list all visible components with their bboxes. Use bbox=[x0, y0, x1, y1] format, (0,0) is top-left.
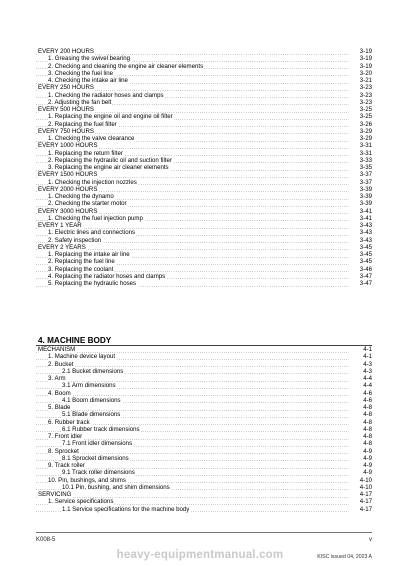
toc-entry[interactable] bbox=[36, 368, 372, 375]
toc-entry-page: 4-4 bbox=[349, 382, 372, 389]
toc-entry-page: 3-29 bbox=[349, 135, 372, 142]
toc-entry-title: 1. Replacing the return filter bbox=[48, 149, 123, 157]
toc-entry[interactable] bbox=[36, 477, 372, 484]
toc-entry[interactable] bbox=[36, 92, 372, 99]
toc-entry-page: 3-25 bbox=[349, 113, 372, 120]
toc-entry-page: 3-41 bbox=[349, 215, 372, 222]
toc-entry[interactable] bbox=[36, 208, 372, 215]
toc-entry-page: 4-10 bbox=[349, 484, 372, 491]
toc-entry-title: 5.1 Blade dimensions bbox=[62, 411, 121, 419]
toc-entry-page: 3-19 bbox=[349, 48, 372, 55]
toc-entry[interactable] bbox=[36, 346, 372, 353]
toc-entry-page: 3-23 bbox=[349, 92, 372, 99]
toc-entry-page: 3-43 bbox=[349, 229, 372, 236]
toc-entry-title: 3.1 Arm dimensions bbox=[62, 382, 116, 390]
toc-entry-page: 3-39 bbox=[349, 186, 372, 193]
toc-entry-title: 1. Replacing the engine oil and engine oil filter bbox=[48, 113, 173, 121]
toc-entry-title: 1. Checking the injection nozzles bbox=[48, 178, 137, 186]
toc-entry[interactable] bbox=[36, 404, 372, 411]
toc-entry[interactable] bbox=[36, 186, 372, 193]
toc-entry-title: 2. Replacing the fuel line bbox=[48, 258, 115, 266]
toc-entry-page: 3-31 bbox=[349, 150, 372, 157]
toc-entry[interactable] bbox=[36, 106, 372, 113]
toc-entry-title: 1.1 Service specifications for the machine body bbox=[62, 505, 190, 513]
toc-entry-title: 1. Checking the fuel injection pump bbox=[48, 214, 143, 222]
toc-entry-page: 3-39 bbox=[349, 193, 372, 200]
toc-entry-title: 4. Boom bbox=[48, 389, 71, 397]
toc-entry[interactable] bbox=[36, 375, 372, 382]
toc-entry-page: 4-6 bbox=[349, 397, 372, 404]
toc-entry-page: 3-39 bbox=[349, 200, 372, 207]
section-heading bbox=[36, 336, 372, 346]
toc-entry[interactable] bbox=[36, 121, 372, 128]
toc-entry-title: 9. Track roller bbox=[48, 462, 85, 469]
toc-entry-title: 3. Replacing the engine air cleaner elements bbox=[48, 164, 169, 171]
toc-entry[interactable] bbox=[36, 361, 372, 368]
toc-entry-page: 3-31 bbox=[349, 142, 372, 149]
toc-entry[interactable] bbox=[36, 113, 372, 120]
toc-entry[interactable] bbox=[36, 469, 372, 476]
toc-machine-body bbox=[36, 346, 372, 513]
toc-entry[interactable] bbox=[36, 48, 372, 55]
toc-maintenance-intervals bbox=[36, 48, 372, 287]
toc-entry-page: 3-33 bbox=[349, 157, 372, 164]
toc-entry-title: EVERY 1500 HOURS bbox=[38, 171, 98, 179]
toc-entry[interactable] bbox=[36, 244, 372, 251]
toc-entry-title: 4. Replacing the radiator hoses and clamps bbox=[48, 272, 166, 280]
toc-entry-title: 3. Replacing the coolant bbox=[48, 265, 114, 273]
toc-entry[interactable] bbox=[36, 70, 372, 77]
toc-entry[interactable] bbox=[36, 77, 372, 84]
toc-entry-page: 3-23 bbox=[349, 84, 372, 91]
toc-entry-title: 3. Checking the fuel line bbox=[48, 69, 114, 77]
toc-entry-page: 3-46 bbox=[349, 266, 372, 273]
toc-entry-title: EVERY 750 HOURS bbox=[38, 127, 94, 135]
toc-entry-title: 2. Bucket bbox=[48, 360, 74, 368]
toc-entry-title: 8.1 Sprocket dimensions bbox=[62, 454, 129, 462]
toc-entry[interactable] bbox=[36, 462, 372, 469]
toc-entry-title: 4.1 Boom dimensions bbox=[62, 396, 121, 404]
toc-entry-title: 1. Checking the valve clearance bbox=[48, 135, 135, 142]
toc-entry-title: 2. Checking and cleaning the engine air cleaner elements bbox=[48, 62, 204, 70]
toc-entry-title: 5. Replacing the hydraulic hoses bbox=[48, 280, 137, 287]
toc-entry-page: 3-19 bbox=[349, 55, 372, 62]
toc-entry[interactable] bbox=[36, 193, 372, 200]
toc-entry-page: 3-45 bbox=[349, 258, 372, 265]
toc-entry[interactable] bbox=[36, 440, 372, 447]
toc-entry[interactable] bbox=[36, 251, 372, 258]
toc-entry-page: 4-1 bbox=[349, 353, 372, 360]
toc-entry-title: 1. Replacing the intake air line bbox=[48, 251, 130, 258]
toc-entry-page: 4-17 bbox=[349, 498, 372, 505]
toc-entry[interactable] bbox=[36, 222, 372, 229]
toc-entry-page: 4-9 bbox=[349, 469, 372, 476]
toc-entry-page: 4-3 bbox=[349, 368, 372, 375]
toc-entry[interactable] bbox=[36, 433, 372, 440]
toc-entry-title: 1. Electric lines and connections bbox=[48, 229, 136, 237]
toc-entry-page: 3-43 bbox=[349, 222, 372, 229]
toc-entry[interactable] bbox=[36, 229, 372, 236]
toc-entry-title: 1. Greasing the swivel bearing bbox=[48, 55, 130, 63]
toc-entry[interactable] bbox=[36, 419, 372, 426]
toc-entry-title: MECHANISM bbox=[38, 346, 76, 353]
toc-entry[interactable] bbox=[36, 280, 372, 287]
toc-entry-title: 6. Rubber track bbox=[48, 418, 90, 426]
toc-entry-page: 3-37 bbox=[349, 171, 372, 178]
toc-entry[interactable] bbox=[36, 237, 372, 244]
toc-entry-title: SERVICING bbox=[38, 491, 72, 498]
toc-entry[interactable] bbox=[36, 200, 372, 207]
toc-entry-page: 4-9 bbox=[349, 448, 372, 455]
watermark: heavy-equipmentmanual.com bbox=[116, 549, 284, 561]
toc-entry-page: 3-37 bbox=[349, 179, 372, 186]
toc-entry[interactable] bbox=[36, 353, 372, 360]
toc-entry-page: 4-17 bbox=[349, 506, 372, 513]
toc-entry-page: 3-47 bbox=[349, 273, 372, 280]
toc-entry-title: EVERY 200 HOURS bbox=[38, 48, 94, 55]
toc-entry-title: EVERY 2 YEARS bbox=[38, 243, 86, 251]
toc-entry-title: 2. Checking the starter motor bbox=[48, 200, 127, 208]
toc-entry-title: 7. Front idler bbox=[48, 433, 83, 440]
toc-entry-page: 4-9 bbox=[349, 455, 372, 462]
toc-entry-page: 3-47 bbox=[349, 280, 372, 287]
toc-entry-page: 4-8 bbox=[349, 426, 372, 433]
toc-entry-title: 2. Adjusting the fan belt bbox=[48, 98, 112, 106]
toc-entry-title: 2.1 Bucket dimensions bbox=[62, 367, 124, 375]
toc-entry-title: 3. Arm bbox=[48, 375, 66, 382]
toc-entry-page: 3-23 bbox=[349, 99, 372, 106]
toc-entry-page: 4-9 bbox=[349, 462, 372, 469]
toc-entry[interactable] bbox=[36, 426, 372, 433]
toc-entry[interactable] bbox=[36, 128, 372, 135]
toc-entry[interactable] bbox=[36, 484, 372, 491]
toc-entry[interactable] bbox=[36, 448, 372, 455]
toc-entry-title: 6.1 Rubber track dimensions bbox=[62, 425, 140, 433]
toc-entry-title: 1. Service specifications bbox=[48, 498, 114, 506]
toc-entry-page: 4-10 bbox=[349, 477, 372, 484]
toc-entry[interactable] bbox=[36, 84, 372, 91]
toc-entry-title: 1. Checking the radiator hoses and clamps bbox=[48, 91, 164, 99]
toc-entry[interactable] bbox=[36, 171, 372, 178]
toc-entry-page: 3-25 bbox=[349, 106, 372, 113]
toc-entry[interactable] bbox=[36, 157, 372, 164]
toc-entry[interactable] bbox=[36, 164, 372, 171]
toc-entry-title: EVERY 2000 HOURS bbox=[38, 185, 98, 193]
toc-entry-title: 5. Blade bbox=[48, 404, 71, 411]
toc-entry-title: 1. Checking the dynamo bbox=[48, 193, 114, 200]
toc-entry[interactable] bbox=[36, 99, 372, 106]
toc-entry-title: 2. Replacing the hydraulic oil and suction filter bbox=[48, 156, 172, 164]
toc-entry-page: 4-8 bbox=[349, 433, 372, 440]
toc-entry-title: 1. Machine device layout bbox=[48, 353, 116, 361]
toc-entry-title: EVERY 1 YEAR bbox=[38, 222, 82, 229]
toc-entry-title: 8. Sprocket bbox=[48, 447, 79, 455]
toc-entry-title: EVERY 3000 HOURS bbox=[38, 207, 98, 215]
toc-entry-page: 3-35 bbox=[349, 164, 372, 171]
toc-entry[interactable] bbox=[36, 382, 372, 389]
toc-entry[interactable] bbox=[36, 397, 372, 404]
toc-entry-page: 3-21 bbox=[349, 77, 372, 84]
toc-entry-title: EVERY 1000 HOURS bbox=[38, 142, 98, 150]
toc-entry-page: 3-43 bbox=[349, 237, 372, 244]
toc-entry-title: 10.1 Pin, bushing, and shim dimensions bbox=[62, 483, 170, 491]
toc-entry-page: 3-26 bbox=[349, 121, 372, 128]
footer-issued: KISC issued 04, 2023 A bbox=[317, 554, 372, 560]
toc-entry[interactable] bbox=[36, 491, 372, 498]
footer-doc-code: K008-5 bbox=[36, 537, 56, 543]
section-title: 4. MACHINE BODY bbox=[38, 336, 112, 345]
footer-divider bbox=[36, 532, 372, 533]
toc-entry[interactable] bbox=[36, 273, 372, 280]
toc-entry[interactable] bbox=[36, 498, 372, 505]
toc-entry-page: 4-8 bbox=[349, 419, 372, 426]
toc-entry[interactable] bbox=[36, 266, 372, 273]
toc-entry-title: 2. Safety inspection bbox=[48, 236, 102, 244]
toc-entry[interactable] bbox=[36, 215, 372, 222]
toc-entry[interactable] bbox=[36, 179, 372, 186]
toc-entry[interactable] bbox=[36, 55, 372, 62]
toc-entry-page: 4-6 bbox=[349, 390, 372, 397]
toc-entry-page: 3-45 bbox=[349, 244, 372, 251]
toc-entry-page: 4-4 bbox=[349, 375, 372, 382]
toc-entry[interactable] bbox=[36, 411, 372, 418]
toc-entry-page: 4-8 bbox=[349, 440, 372, 447]
toc-entry-page: 3-20 bbox=[349, 70, 372, 77]
toc-entry-page: 3-45 bbox=[349, 251, 372, 258]
toc-entry-title: 2. Replacing the fuel filter bbox=[48, 120, 117, 128]
toc-entry-page: 3-19 bbox=[349, 63, 372, 70]
toc-entry-page: 4-17 bbox=[349, 491, 372, 498]
toc-entry-title: EVERY 250 HOURS bbox=[38, 84, 94, 92]
toc-entry[interactable] bbox=[36, 506, 372, 513]
toc-entry-title: 9.1 Track roller dimensions bbox=[62, 469, 135, 477]
toc-entry[interactable] bbox=[36, 258, 372, 265]
toc-entry[interactable] bbox=[36, 455, 372, 462]
toc-entry[interactable] bbox=[36, 63, 372, 70]
toc-entry-page: 3-29 bbox=[349, 128, 372, 135]
toc-entry-title: EVERY 500 HOURS bbox=[38, 106, 94, 113]
toc-entry-page: 4-1 bbox=[349, 346, 372, 353]
toc-entry[interactable] bbox=[36, 150, 372, 157]
toc-entry[interactable] bbox=[36, 142, 372, 149]
toc-entry-title: 4. Checking the intake air line bbox=[48, 77, 128, 84]
toc-entry-page: 4-8 bbox=[349, 404, 372, 411]
toc-entry-title: 7.1 Front idler dimensions bbox=[62, 440, 133, 448]
toc-entry-page: 3-41 bbox=[349, 208, 372, 215]
toc-entry-title: 10. Pin, bushings, and shims bbox=[48, 476, 126, 484]
footer-page-number: v bbox=[369, 537, 372, 543]
toc-entry[interactable] bbox=[36, 390, 372, 397]
toc-entry-page: 4-3 bbox=[349, 361, 372, 368]
toc-entry[interactable] bbox=[36, 135, 372, 142]
toc-entry-page: 4-8 bbox=[349, 411, 372, 418]
